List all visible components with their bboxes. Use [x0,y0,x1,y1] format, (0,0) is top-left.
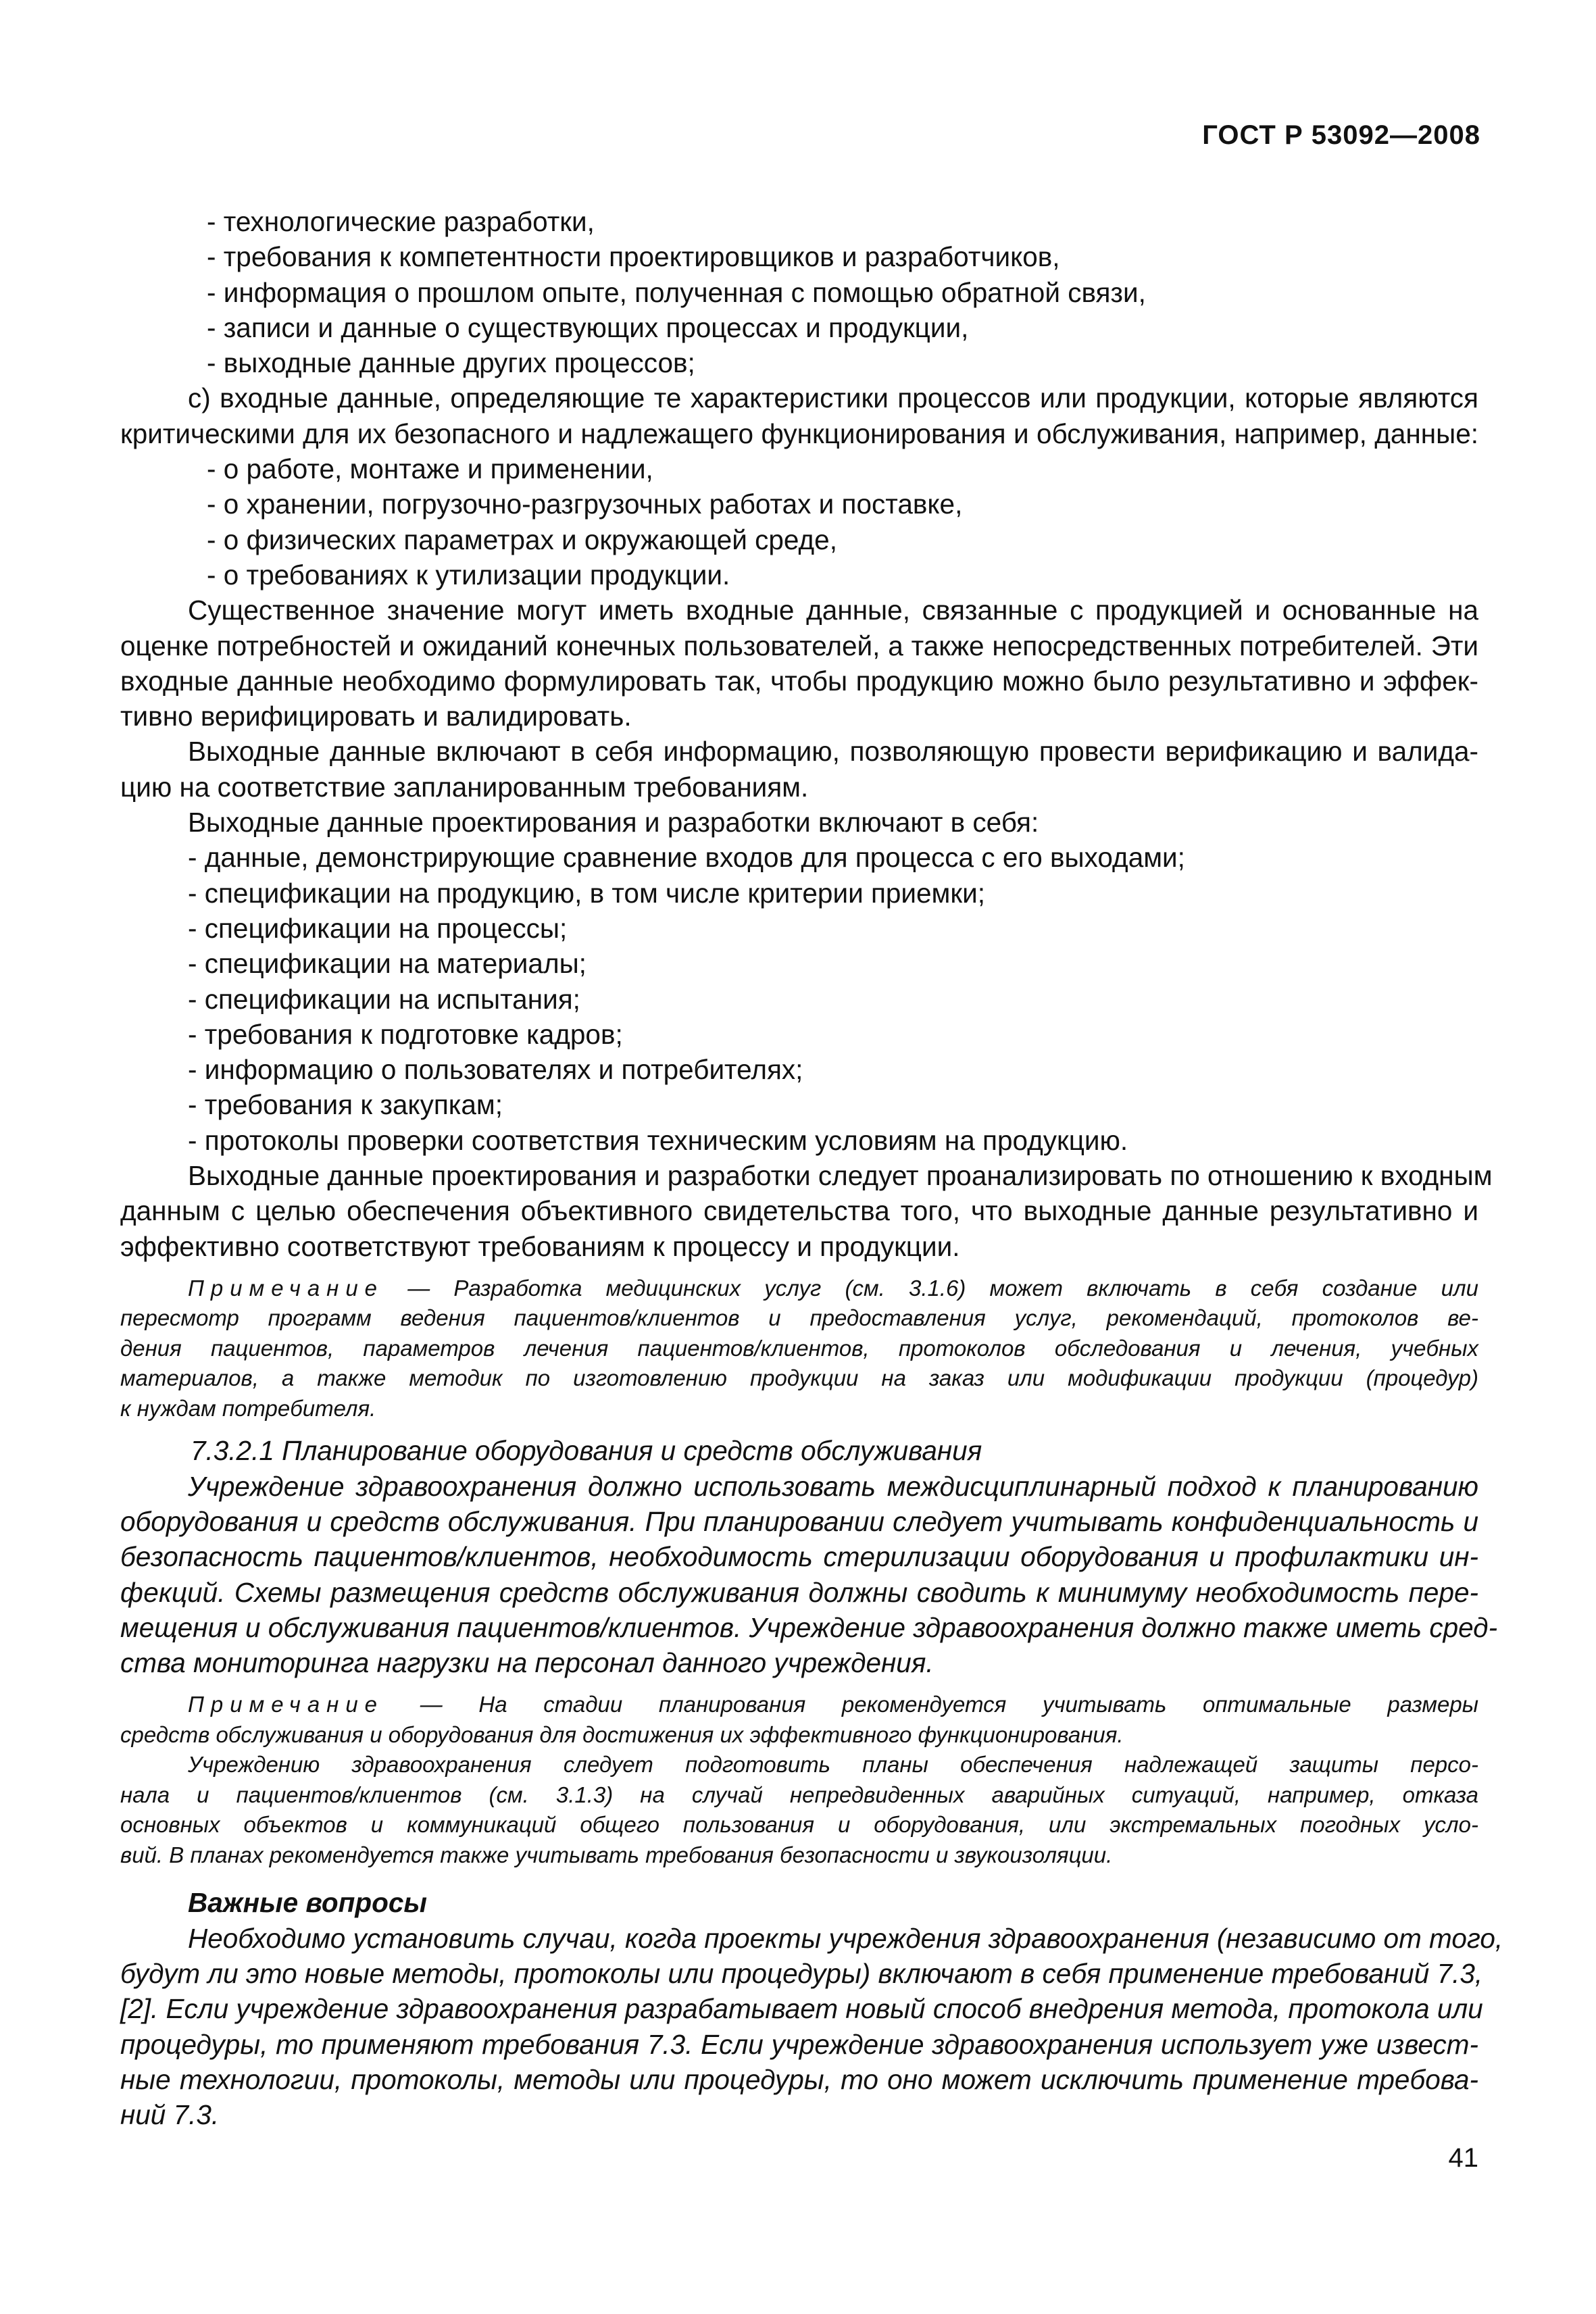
list-item: - данные, демонстрирующие сравнение входов для процесса с его выходами; [188,842,1185,874]
section-7321 [120,1433,1498,1680]
list-item: - о хранении, погрузочно-разгрузочных работах и поставке, [207,488,963,520]
section-line: Учреждение здравоохранения должно использовать междисциплинарный подход к планированию [188,1470,1478,1502]
paragraph-analysis [120,1158,1493,1264]
list-item: - спецификации на процессы; [188,912,568,944]
section-line: безопасность пациентов/клиентов, необходимость стерилизации оборудования и профилактики ин- [120,1541,1478,1573]
note-1 [120,1274,1478,1424]
list-item: - требования к компетентности проектировщиков и разработчиков, [207,241,1060,273]
note-label: Примечание [188,1275,384,1301]
important-line: будут ли это новые методы, протоколы или процедуры) включают в себя применение требований 7.3, [120,1958,1483,1990]
note-line: средств обслуживания и оборудования для достижения их эффективного функционирования. [120,1721,1124,1747]
page-number: 41 [1448,2143,1478,2173]
paragraph-line: тивно верифицировать и валидировать. [120,701,632,732]
note-line: дения пациентов, параметров лечения пациентов/клиентов, протоколов обследования и лечения, учебных [120,1335,1478,1361]
paragraph-line: Выходные данные проектирования и разработки включают в себя: [188,807,1039,838]
list-item: - выходные данные других процессов; [207,347,695,379]
document-number: ГОСТ Р 53092—2008 [1202,120,1480,150]
list-item: - требования к закупкам; [188,1089,503,1121]
list-item: - о требованиях к утилизации продукции. [207,559,730,590]
list-item: - спецификации на материалы; [188,948,587,980]
note-first-line [120,1690,1478,1720]
paragraph-line: данным с целью обеспечения объективного свидетельства того, что выходные данные результативно и [120,1195,1478,1227]
list-item: - технологические разработки, [207,206,595,237]
note-line: вий. В планах рекомендуется также учитывать требования безопасности и звукоизоляции. [120,1842,1113,1867]
section-heading: 7.3.2.1 Планирование оборудования и средств обслуживания [191,1435,982,1467]
list-outputs [120,840,1478,1158]
list-c [120,451,1478,593]
important-line: Необходимо установить случаи, когда проекты учреждения здравоохранения (независимо от того, [188,1922,1503,1954]
note-line: к нуждам потребителя. [120,1395,376,1421]
section-line: мещения и обслуживания пациентов/клиентов. Учреждение здравоохранения должно также иметь сред- [120,1611,1498,1643]
paragraph-c [120,380,1478,451]
paragraph-line: Выходные данные включают в себя информацию, позволяющую провести верификацию и валида- [188,736,1478,768]
section-line: фекций. Схемы размещения средств обслуживания должны сводить к минимуму необходимость пере- [120,1576,1478,1608]
page-content [120,204,1503,2133]
paragraph-line: критическими для их безопасного и надлежащего функционирования и обслуживания, например, данные: [120,418,1478,449]
important-line: [2]. Если учреждение здравоохранения разрабатывает новый способ внедрения метода, протокола или [120,1993,1483,2025]
list-item: - требования к подготовке кадров; [188,1018,623,1050]
paragraph-line: с) входные данные, определяющие те характеристики процессов или продукции, которые являются [188,382,1478,414]
paragraph-line: цию на соответствие запланированным требованиям. [120,771,809,803]
list-item: - спецификации на продукцию, в том числе критерии приемки; [188,877,985,909]
list-item: - спецификации на испытания; [188,983,580,1015]
important-line: ний 7.3. [120,2099,220,2131]
note-line: основных объектов и коммуникаций общего пользования и оборудования, или экстремальных погодных усло- [120,1812,1478,1838]
note-line: Учреждению здравоохранения следует подготовить планы обеспечения надлежащей защиты персо- [188,1752,1478,1778]
paragraph-outputs [120,734,1478,805]
list-item: - о работе, монтаже и применении, [207,453,653,485]
list-item: - протоколы проверки соответствия техническим условиям на продукцию. [188,1124,1128,1156]
note-line: нала и пациентов/клиентов (см. 3.1.3) на случай непредвиденных аварийных ситуаций, например, отказа [120,1782,1478,1807]
important-line: ные технологии, протоколы, методы или процедуры, то оно может исключить применение требова- [120,2063,1478,2095]
note-text: — На стадии планирования рекомендуется учитывать оптимальные размеры [420,1692,1478,1717]
note-2 [120,1690,1478,1870]
important-questions [120,1885,1503,2132]
paragraph-essential-inputs [120,593,1478,734]
paragraph-line: Существенное значение могут иметь входные данные, связанные с продукцией и основанные на [188,595,1478,626]
paragraph-line: Выходные данные проектирования и разработки следует проанализировать по отношению к входным [188,1160,1493,1192]
note-text: — Разработка медицинских услуг (см. 3.1.6) может включать в себя создание или [407,1275,1478,1301]
section-line: ства мониторинга нагрузки на персонал данного учреждения. [120,1647,934,1679]
paragraph-design-outputs [120,805,1478,840]
list-item: - записи и данные о существующих процессах и продукции, [207,311,969,343]
list-item: - информация о прошлом опыте, полученная с помощью обратной связи, [207,276,1146,308]
list-item: - о физических параметрах и окружающей среде, [207,524,837,555]
important-heading: Важные вопросы [188,1887,427,1919]
paragraph-line: входные данные необходимо формулировать так, чтобы продукцию можно было результативно и эффек- [120,665,1478,697]
paragraph-line: оценке потребностей и ожиданий конечных пользователей, а также непосредственных потребителей. Эти [120,630,1478,661]
note-first-line [120,1274,1478,1304]
section-line: оборудования и средств обслуживания. При планировании следует учитывать конфиденциальность и [120,1506,1478,1537]
list-item: - информацию о пользователях и потребителях; [188,1054,803,1086]
paragraph-line: эффективно соответствуют требованиям к процессу и продукции. [120,1230,960,1262]
note-label: Примечание [188,1692,384,1717]
important-line: процедуры, то применяют требования 7.3. Если учреждение здравоохранения использует уже извест- [120,2028,1478,2060]
note-line: пересмотр программ ведения пациентов/клиентов и предоставления услуг, рекомендаций, протоколов ве- [120,1305,1478,1331]
list-a [120,204,1478,380]
note-line: материалов, а также методик по изготовлению продукции на заказ или модификации продукции (процедур) [120,1365,1478,1391]
